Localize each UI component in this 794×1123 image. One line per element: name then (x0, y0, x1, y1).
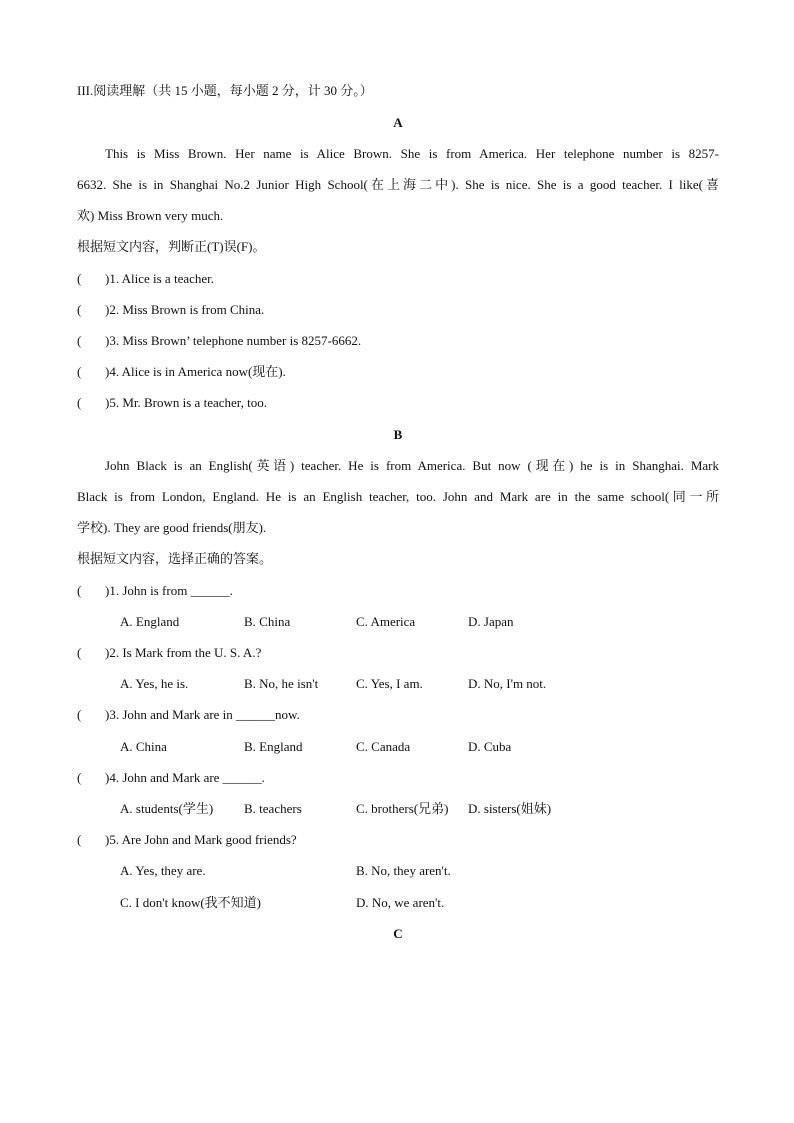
part-a-question-3 (77, 332, 361, 350)
question-text: )4. John and Mark are ______. (105, 770, 265, 785)
question-text: )5. Are John and Mark good friends? (105, 832, 297, 847)
answer-bracket[interactable]: ( (77, 770, 82, 785)
part-a-passage-line-2: 6632. She is in Shanghai No.2 Junior High School(在上海二中). She is nice. She is a good teacher. I like(喜 (77, 177, 719, 192)
option-b[interactable]: B. No, he isn't (244, 676, 319, 691)
answer-bracket[interactable]: ( (77, 364, 82, 379)
part-b-passage-line-2: Black is from London, England. He is an English teacher, too. John and Mark are in the same school(同一所 (77, 489, 719, 504)
option-a[interactable]: A. students(学生) (120, 801, 214, 816)
option-c[interactable]: C. brothers(兄弟) (356, 801, 449, 816)
question-text: )5. Mr. Brown is a teacher, too. (105, 395, 267, 410)
option-d[interactable]: D. Cuba (468, 739, 512, 754)
part-b-label: B (393, 427, 403, 442)
option-a[interactable]: A. Yes, he is. (120, 676, 189, 691)
part-a-question-5 (77, 394, 267, 412)
part-a-label: A (393, 115, 403, 130)
part-a-passage-line-1: This is Miss Brown. Her name is Alice Brown. She is from America. Her telephone number is 8257- (105, 146, 719, 161)
question-text: )1. John is from ______. (105, 583, 233, 598)
option-d[interactable]: D. Japan (468, 614, 514, 629)
section-heading: III.阅读理解（共 15 小题，每小题 2 分，计 30 分。） (77, 83, 373, 98)
option-a[interactable]: A. China (120, 739, 167, 754)
question-text: )2. Is Mark from the U. S. A.? (105, 645, 262, 660)
option-b[interactable]: B. No, they aren't. (356, 863, 451, 878)
part-b-instruction: 根据短文内容，选择正确的答案。 (77, 551, 273, 566)
answer-bracket[interactable]: ( (77, 395, 82, 410)
part-b-question-1 (77, 582, 233, 600)
answer-bracket[interactable]: ( (77, 302, 82, 317)
part-a-question-2 (77, 301, 264, 319)
answer-bracket[interactable]: ( (77, 707, 82, 722)
question-text: )3. John and Mark are in ______now. (105, 707, 300, 722)
part-a-instruction: 根据短文内容，判断正(T)误(F)。 (77, 239, 266, 254)
answer-bracket[interactable]: ( (77, 645, 82, 660)
part-c-label: C (393, 926, 403, 941)
answer-bracket[interactable]: ( (77, 333, 82, 348)
question-text: )2. Miss Brown is from China. (105, 302, 265, 317)
option-c[interactable]: C. I don't know(我不知道) (120, 895, 262, 910)
part-b-question-2 (77, 644, 261, 662)
part-a-question-4 (77, 363, 286, 381)
part-a-question-1 (77, 270, 214, 288)
option-a[interactable]: A. England (120, 614, 180, 629)
option-a[interactable]: A. Yes, they are. (120, 863, 206, 878)
option-c[interactable]: C. America (356, 614, 416, 629)
option-c[interactable]: C. Canada (356, 739, 411, 754)
option-b[interactable]: B. England (244, 739, 303, 754)
option-d[interactable]: D. No, we aren't. (356, 895, 445, 910)
part-b-passage-line-3: 学校). They are good friends(朋友). (77, 520, 267, 535)
answer-bracket[interactable]: ( (77, 832, 82, 847)
part-b-question-5 (77, 831, 297, 849)
question-text: )1. Alice is a teacher. (105, 271, 215, 286)
part-a-passage-line-3: 欢) Miss Brown very much. (77, 208, 224, 223)
option-d[interactable]: D. No, I'm not. (468, 676, 547, 691)
answer-bracket[interactable]: ( (77, 271, 82, 286)
option-b[interactable]: B. China (244, 614, 291, 629)
part-b-passage-line-1: John Black is an English(英语) teacher. He is from America. But now (现在) he is in Shanghai. Mark (105, 458, 719, 473)
answer-bracket[interactable]: ( (77, 583, 82, 598)
question-text: )3. Miss Brown’ telephone number is 8257-6662. (105, 333, 362, 348)
option-b[interactable]: B. teachers (244, 801, 302, 816)
option-c[interactable]: C. Yes, I am. (356, 676, 423, 691)
option-d[interactable]: D. sisters(姐妹) (468, 801, 552, 816)
part-b-question-4 (77, 769, 265, 787)
part-b-question-3 (77, 706, 300, 724)
question-text: )4. Alice is in America now(现在). (105, 364, 286, 379)
